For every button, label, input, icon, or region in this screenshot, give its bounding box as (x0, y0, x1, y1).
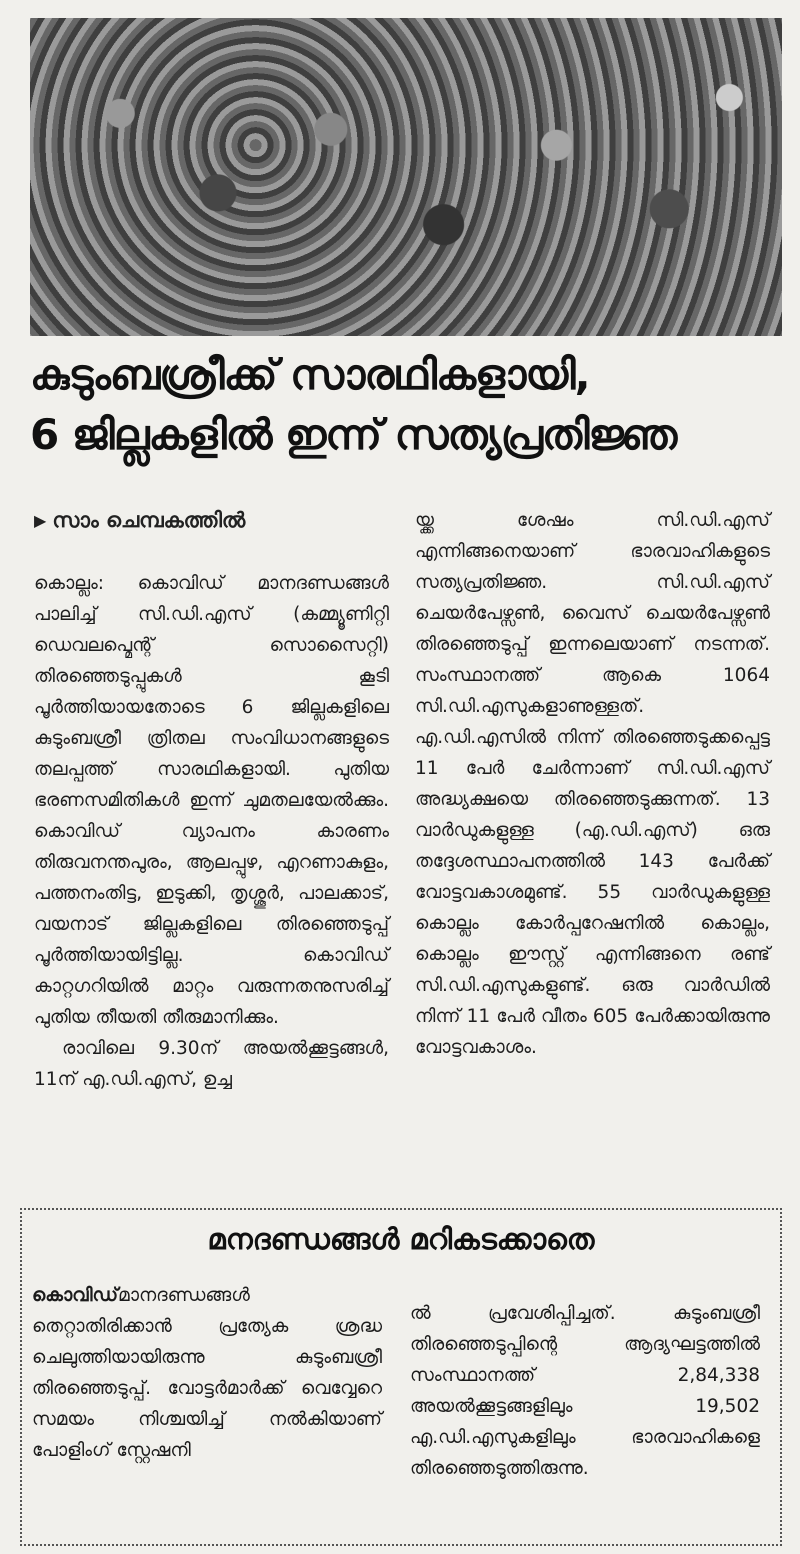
sidebar-lead: കൊവിഡ് (32, 1285, 119, 1306)
sidebar-left-text: മാനദണ്ഡങ്ങൾ തെറ്റാതിരിക്കാൻ പ്രത്യേക ശ്രദ്ധ ചെലുത്തിയായിരുന്നു കുടുംബശ്രീ തിരഞ്ഞെടുപ്പ്. വോട്ടർമാർക്ക് വെവ്വേറെ സമയം നിശ്ചയിച്ച് നൽകിയാണ് പോളിംഗ് സ്റ്റേഷനി (32, 1285, 382, 1461)
sidebar-column-left (32, 1280, 382, 1466)
article-paragraph-1: കൊല്ലം: കൊവിഡ് മാനദണ്ഡങ്ങൾ പാലിച്ച് സി.ഡി.എസ് (കമ്മ്യൂണിറ്റി ഡെവലപ്മെന്റ് സൊസൈറ്റി) തിരഞ്ഞെടുപ്പുകൾ കൂടി പൂർത്തിയായതോടെ 6 ജില്ലകളിലെ കുടുംബശ്രീ ത്രിതല സംവിധാനങ്ങളുടെ തലപ്പത്ത് സാരഥികളായി. പുതിയ ഭരണസമിതികൾ ഇന്ന് ചുമതലയേൽക്കും. കൊവിഡ് വ്യാപനം കാരണം തിരുവനന്തപുരം, ആലപ്പുഴ, എറണാകുളം, പത്തനംതിട്ട, ഇടുക്കി, തൃശ്ശൂർ, പാലക്കാട്, വയനാട് ജില്ലകളിലെ തിരഞ്ഞെടുപ്പ് പൂർത്തിയായിട്ടില്ല. കൊവിഡ് കാറ്റഗറിയിൽ മാറ്റം വരുന്നതനുസരിച്ച് പുതിയ തീയതി തീരുമാനിക്കും. (34, 573, 389, 1028)
sidebar-box (20, 1208, 782, 1546)
headline (30, 345, 775, 465)
byline-author: സാം ചെമ്പകത്തിൽ (52, 508, 246, 532)
triangle-bullet-icon: ▶ (34, 511, 47, 530)
article-paragraph-2: രാവിലെ 9.30ന് അയൽക്കൂട്ടങ്ങൾ, 11ന് എ.ഡി.എസ്, ഉച്ച (34, 1038, 389, 1090)
article-column-left (34, 568, 389, 1095)
article-column-right (415, 505, 770, 1063)
headline-line-1: കുടുംബശ്രീക്ക് സാരഥികളായി, (30, 350, 590, 399)
crowd-photo (30, 18, 782, 336)
article-paragraph-3: യ്ക്ക ശേഷം സി.ഡി.എസ് എന്നിങ്ങനെയാണ് ഭാരവാഹികളുടെ സത്യപ്രതിജ്ഞ. സി.ഡി.എസ് ചെയർപേഴ്സൺ, വൈസ് ചെയർപേഴ്സൺ തിരഞ്ഞെടുപ്പ് ഇന്നലെയാണ് നടന്നത്. സംസ്ഥാനത്ത് ആകെ 1064 സി.ഡി.എസുകളാണുള്ളത്. എ.ഡി.എസിൽ നിന്ന് തിരഞ്ഞെടുക്കപ്പെട്ട 11 പേർ ചേർന്നാണ് സി.ഡി.എസ് അദ്ധ്യക്ഷയെ തിരഞ്ഞെടുക്കുന്നത്. 13 വാർഡുകളുള്ള (എ.ഡി.എസ്) ഒരു തദ്ദേശസ്ഥാപനത്തിൽ 143 പേർക്ക് വോട്ടവകാശമുണ്ട്. 55 വാർഡുകളുള്ള കൊല്ലം കോർപ്പറേഷനിൽ കൊല്ലം, കൊല്ലം ഈസ്റ്റ് എന്നിങ്ങനെ രണ്ട് സി.ഡി.എസുകളുണ്ട്. ഒരു വാർഡിൽ നിന്ന് 11 പേർ വീതം 605 പേർക്കായിരുന്നു വോട്ടവകാശം. (415, 510, 770, 1058)
headline-line-2: 6 ജില്ലകളിൽ ഇന്ന് സത്യപ്രതിജ്ഞ (30, 410, 677, 459)
sidebar-column-right: ൽ പ്രവേശിപ്പിച്ചത്. കുടുംബശ്രീ തിരഞ്ഞെടുപ്പിന്റെ ആദ്യഘട്ടത്തിൽ സംസ്ഥാനത്ത് 2,84,338 അയൽക്കൂട്ടങ്ങളിലും 19,502 എ.ഡി.എസുകളിലും ഭാരവാഹികളെ തിരഞ്ഞെടുത്തിരുന്നു. (410, 1303, 760, 1479)
sidebar-title: മനദണ്ഡങ്ങൾ മറികടക്കാതെ (207, 1222, 595, 1256)
byline (34, 508, 245, 533)
